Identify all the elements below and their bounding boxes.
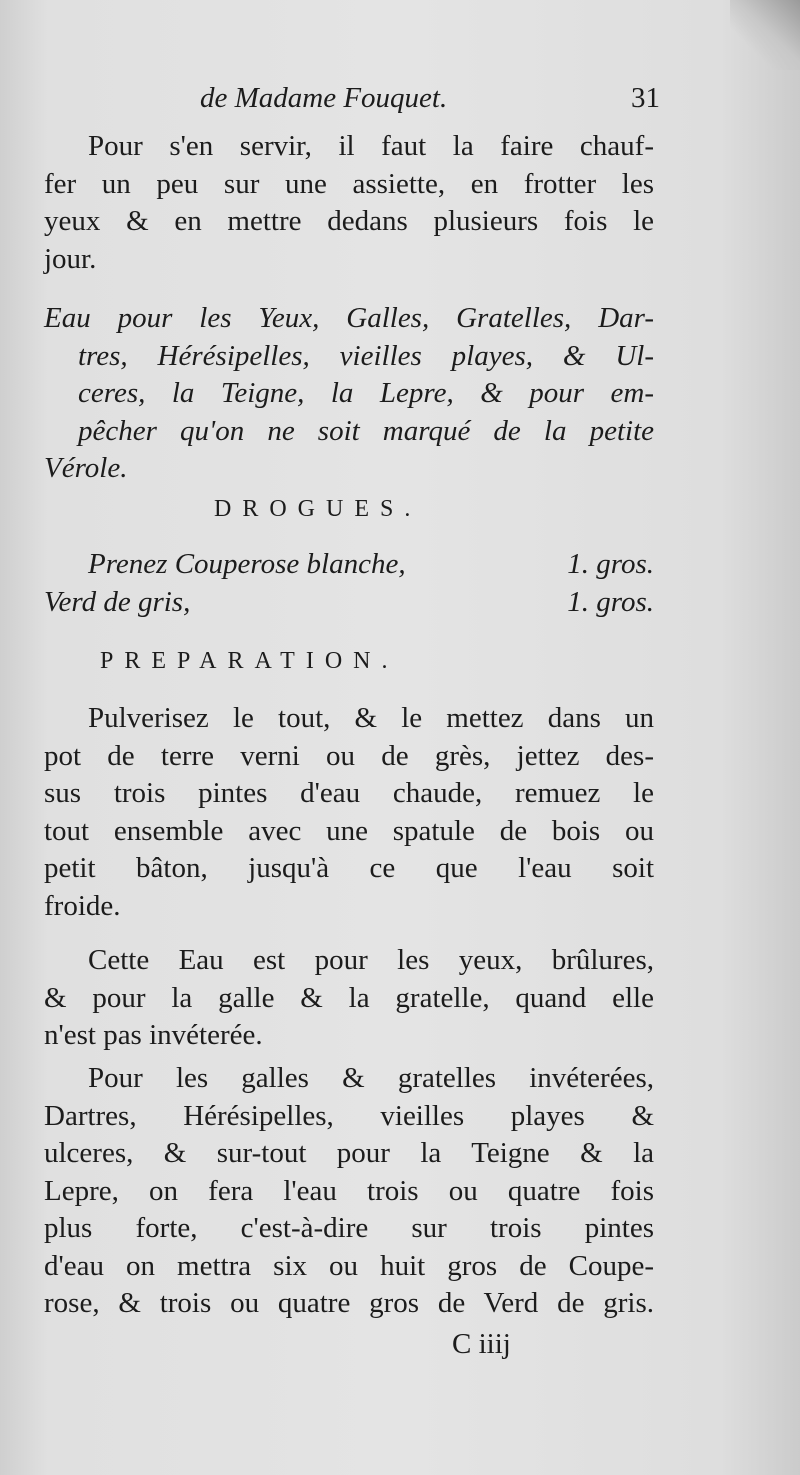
text-line: plus forte, c'est-à-dire sur trois pintes bbox=[44, 1212, 654, 1244]
drug-row bbox=[44, 586, 654, 624]
text-line: Cette Eau est pour les yeux, brûlures, bbox=[88, 944, 654, 976]
drug-quantity: 1. gros. bbox=[567, 586, 654, 618]
usage-paragraph bbox=[44, 942, 654, 1055]
running-head: de Madame Fouquet. bbox=[200, 82, 448, 114]
page-corner-shadow bbox=[730, 0, 800, 70]
text-line: n'est pas invéterée. bbox=[44, 1019, 263, 1051]
title-line: ceres, la Teigne, la Lepre, & pour em- bbox=[78, 377, 654, 409]
text-line: ulceres, & sur-tout pour la Teigne & la bbox=[44, 1137, 654, 1169]
text-line: d'eau on mettra six ou huit gros de Coupe- bbox=[44, 1249, 654, 1282]
text-line: pot de terre verni ou de grès, jettez des- bbox=[44, 739, 654, 772]
text-line: froide. bbox=[44, 889, 121, 922]
text-line: fer un peu sur une assiette, en frotter les bbox=[44, 167, 654, 200]
signature-mark: C iiij bbox=[452, 1328, 511, 1360]
title-line: pêcher qu'on ne soit marqué de la petite bbox=[78, 414, 654, 447]
strong-recipe-paragraph bbox=[44, 1060, 654, 1323]
title-line: tres, Hérésipelles, vieilles playes, & Ul- bbox=[78, 339, 654, 372]
text-line: jour. bbox=[44, 242, 97, 275]
text-line: Pour s'en servir, il faut la faire chauf- bbox=[88, 130, 654, 162]
drug-name: Verd de gris, bbox=[44, 586, 191, 618]
intro-paragraph bbox=[44, 128, 654, 278]
text-line: petit bâton, jusqu'à ce que l'eau soit bbox=[44, 852, 654, 884]
text-line: rose, & trois ou quatre gros de Verd de gris. bbox=[44, 1287, 654, 1319]
recipe-title bbox=[44, 300, 654, 488]
drogues-heading: DROGUES. bbox=[214, 496, 422, 522]
drug-row bbox=[44, 548, 654, 586]
text-line: sus trois pintes d'eau chaude, remuez le bbox=[44, 777, 654, 809]
preparation-heading: PREPARATION. bbox=[100, 648, 399, 674]
text-line: Lepre, on fera l'eau trois ou quatre fois bbox=[44, 1174, 654, 1207]
text-line: yeux & en mettre dedans plusieurs fois le bbox=[44, 205, 654, 237]
drug-quantity: 1. gros. bbox=[567, 548, 654, 580]
text-line: Dartres, Hérésipelles, vieilles playes & bbox=[44, 1099, 654, 1132]
text-line: Pulverisez le tout, & le mettez dans un bbox=[88, 702, 654, 734]
text-line: & pour la galle & la gratelle, quand elle bbox=[44, 981, 654, 1014]
title-line: Vérole. bbox=[44, 452, 128, 484]
text-line: tout ensemble avec une spatule de bois ou bbox=[44, 814, 654, 847]
page-number: 31 bbox=[631, 82, 660, 114]
preparation-paragraph bbox=[44, 700, 654, 925]
drug-name: Prenez Couperose blanche, bbox=[88, 548, 406, 580]
page-header bbox=[200, 82, 660, 126]
title-line: Eau pour les Yeux, Galles, Gratelles, Dar- bbox=[44, 302, 654, 334]
text-line: Pour les galles & gratelles invéterées, bbox=[88, 1062, 654, 1094]
